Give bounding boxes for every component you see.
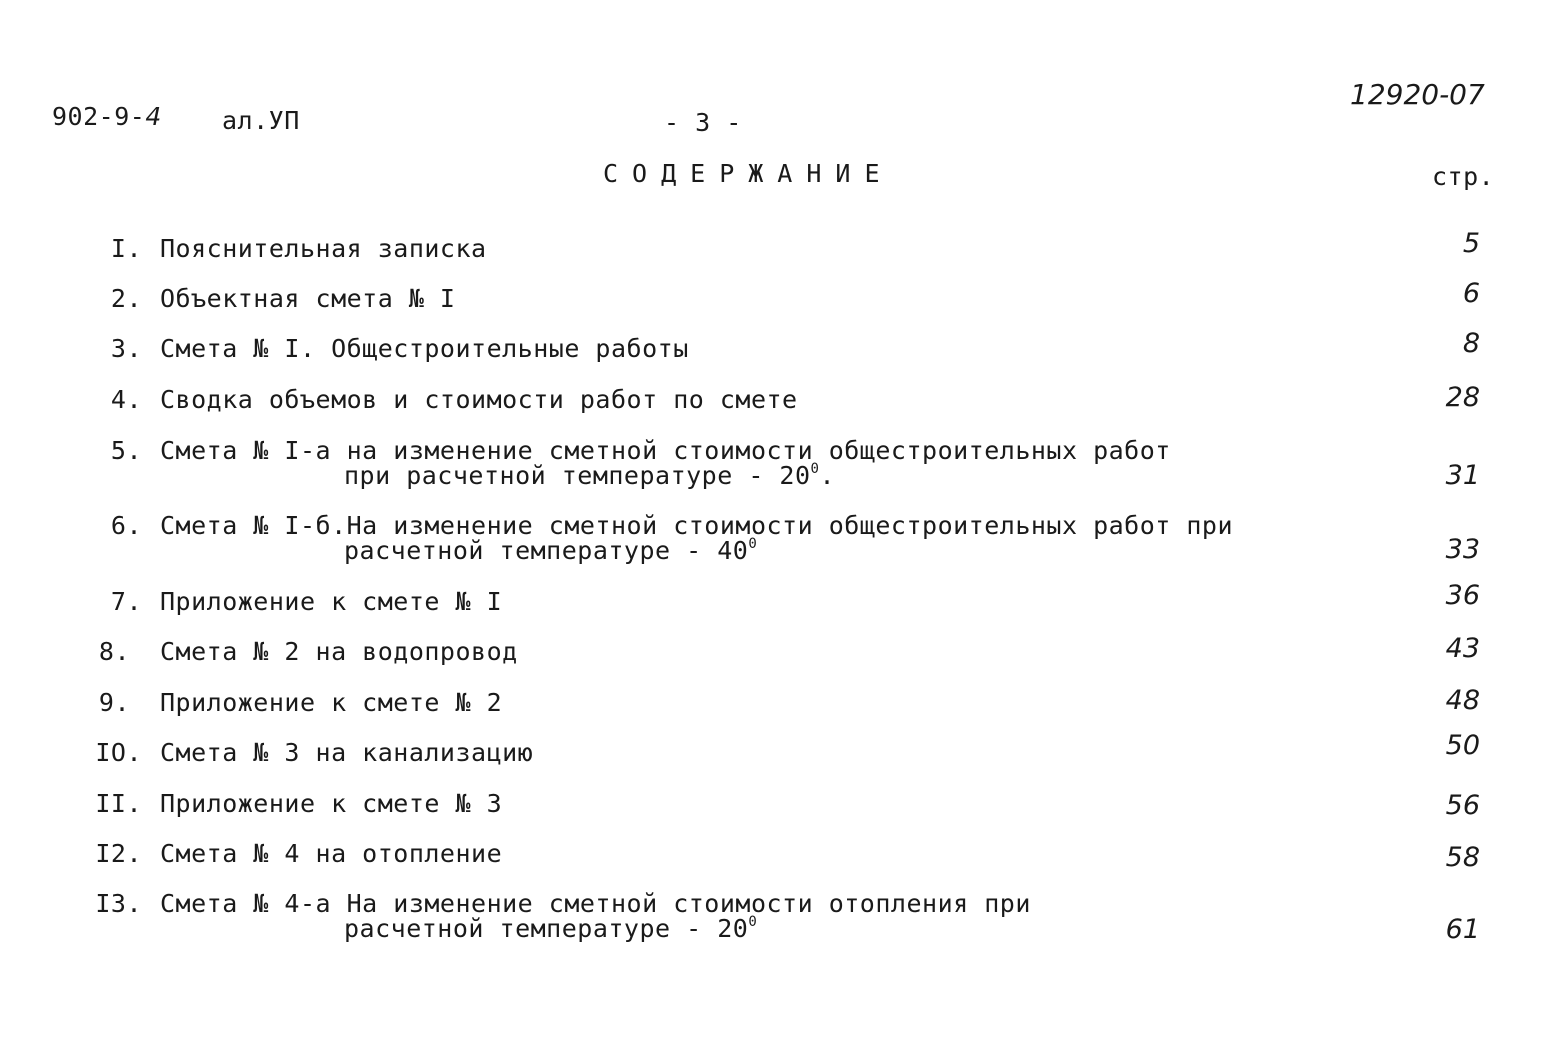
toc-entry-title-continued — [344, 461, 835, 490]
toc-entry-page: 58 — [1445, 842, 1480, 873]
toc-entry-title: Смета № I-б.На изменение сметной стоимости общестроительных работ при — [160, 511, 1234, 540]
toc-entry-title: Сводка объемов и стоимости работ по смете — [160, 385, 798, 414]
album-label: ал.УП — [222, 106, 300, 135]
toc-entry-number: II. — [95, 789, 142, 818]
page-number: - 3 - — [664, 108, 742, 137]
toc-entry-page: 61 — [1445, 914, 1480, 945]
toc-entry-number: 6. — [110, 511, 142, 540]
toc-entry-number: IO. — [95, 738, 142, 767]
toc-entry-number: 3. — [110, 334, 142, 363]
document-code-handwritten: 4 — [145, 102, 162, 131]
archive-number: 12920-07 — [1350, 78, 1485, 111]
toc-entry-page: 36 — [1445, 580, 1480, 611]
toc-entry-number: 5. — [110, 436, 142, 465]
toc-entry-title: Пояснительная записка — [160, 234, 487, 263]
document-code-printed: 902-9- — [52, 102, 146, 131]
degree-mark: 0 — [748, 536, 758, 552]
toc-entry-page: 28 — [1445, 382, 1480, 413]
toc-entry-title: Смета № 4 на отопление — [160, 839, 503, 868]
toc-entry-page: 33 — [1445, 534, 1480, 565]
toc-entry-title-line2: при расчетной температуре - 20 — [344, 461, 811, 490]
toc-entry-page: 5 — [1462, 228, 1480, 259]
degree-mark: 0 — [810, 461, 820, 477]
toc-entry-title-continued — [344, 914, 757, 943]
page-column-label: стр. — [1432, 162, 1495, 191]
toc-entry-title-line2: расчетной температуре - 20 — [344, 914, 749, 943]
toc-entry-page: 48 — [1445, 685, 1480, 716]
toc-entry-page: 31 — [1445, 460, 1480, 491]
toc-entry-number: I2. — [95, 839, 142, 868]
toc-entry-number: 7. — [110, 587, 142, 616]
degree-mark: 0 — [748, 914, 758, 930]
toc-entry-title-line2: расчетной температуре - 40 — [344, 536, 749, 565]
toc-entry-page: 43 — [1445, 633, 1480, 664]
toc-entry-number: 9. — [98, 688, 130, 717]
toc-entry-title: Смета № 3 на канализацию — [160, 738, 534, 767]
toc-entry-number: I3. — [95, 889, 142, 918]
document-code — [52, 102, 162, 131]
toc-entry-title: Приложение к смете № I — [160, 587, 503, 616]
toc-entry-title: Приложение к смете № 2 — [160, 688, 503, 717]
toc-entry-title-continued — [344, 536, 757, 565]
page-title: СОДЕРЖАНИЕ — [603, 159, 894, 188]
toc-entry-title: Объектная смета № I — [160, 284, 456, 313]
toc-entry-number: 4. — [110, 385, 142, 414]
toc-entry-number: I. — [110, 234, 142, 263]
toc-entry-page: 8 — [1462, 328, 1480, 359]
toc-entry-title: Смета № 4-а На изменение сметной стоимости отопления при — [160, 889, 1031, 918]
toc-entry-page: 6 — [1462, 278, 1480, 309]
toc-entry-page: 50 — [1445, 730, 1480, 761]
toc-entry-title: Смета № I-а на изменение сметной стоимости общестроительных работ — [160, 436, 1171, 465]
toc-entry-title: Смета № 2 на водопровод — [160, 637, 518, 666]
toc-entry-title: Смета № I. Общестроительные работы — [160, 334, 689, 363]
toc-entry-number: 2. — [110, 284, 142, 313]
toc-entry-title-suffix: . — [819, 461, 836, 490]
toc-entry-title: Приложение к смете № 3 — [160, 789, 503, 818]
toc-entry-number: 8. — [98, 637, 130, 666]
toc-entry-page: 56 — [1445, 790, 1480, 821]
